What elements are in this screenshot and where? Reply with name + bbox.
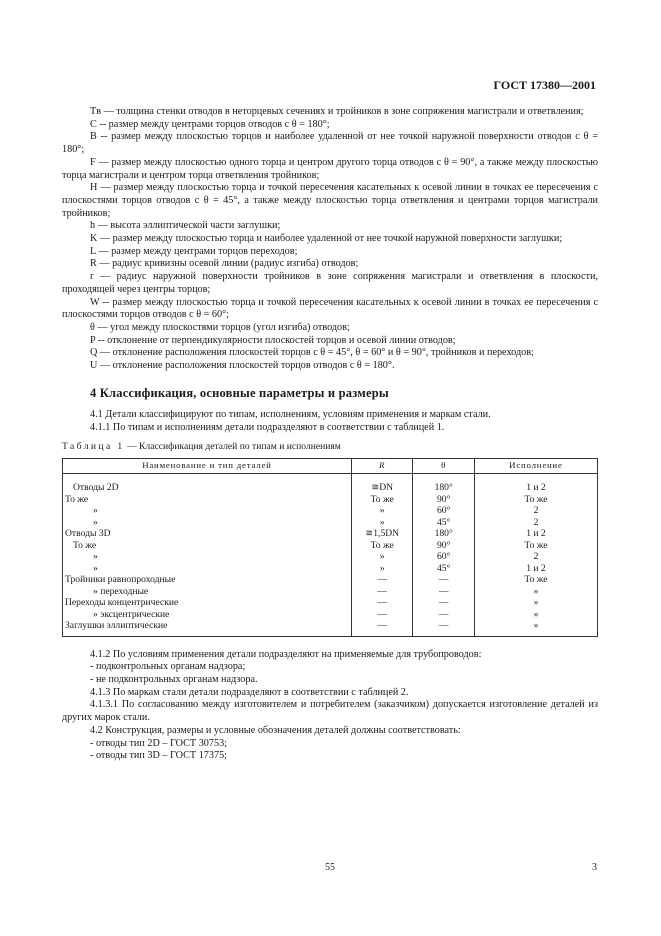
- table-cell: »: [93, 505, 98, 517]
- paragraph: 4.1.3.1 По согласованию между изготовителем и потребителем (заказчиком) допускается изготовление деталей из других марок стали.: [62, 699, 598, 724]
- page-content: [62, 106, 598, 763]
- table-row: [63, 574, 598, 586]
- list-item: - отводы тип 3D – ГОСТ 17375;: [90, 750, 227, 762]
- list-item: - отводы тип 2D – ГОСТ 30753;: [90, 737, 227, 749]
- table-cell: —: [413, 574, 475, 586]
- table-cell: »: [93, 551, 98, 563]
- table-body: [63, 474, 598, 637]
- table-row: [63, 620, 598, 636]
- table-row: [63, 474, 598, 494]
- list-item: - не подконтрольных органам надзора.: [90, 673, 258, 685]
- table-cell: »: [351, 551, 413, 563]
- definition-item: h — высота эллиптической части заглушки;: [90, 220, 281, 232]
- definition-item: r — радиус наружной поверхности тройников в зоне сопряжения магистрали и ответвления в плоскости, проходящей через центры торцов;: [62, 271, 598, 295]
- definition-item: P -- отклонение от перпендикулярности плоскостей торцов и осевой линии отводов;: [90, 334, 456, 346]
- table-caption-label: Таблица 1: [62, 440, 125, 452]
- table-caption: [62, 441, 598, 454]
- definition-item: Tв — толщина стенки отводов в неторцевых сечениях и тройников в зоне сопряжения магистрали и ответвления;: [90, 106, 584, 117]
- table-header: R: [351, 458, 413, 474]
- table-cell: »: [474, 620, 597, 636]
- table-cell: —: [351, 574, 413, 586]
- table-cell: 1 и 2: [474, 563, 597, 575]
- table-cell: То же: [351, 540, 413, 552]
- table-cell: Отводы 2D: [73, 482, 119, 494]
- table-header: Исполнение: [474, 458, 597, 474]
- table-cell: »: [351, 505, 413, 517]
- table-cell: То же: [474, 574, 597, 586]
- table-cell: 1 и 2: [474, 474, 597, 494]
- table-cell: »: [474, 597, 597, 609]
- paragraph: 4.1.2 По условиям применения детали подразделяют на применяемые для трубопроводов:: [90, 648, 482, 660]
- table-cell: Заглушки эллиптические: [65, 620, 168, 632]
- table-row: [63, 517, 598, 529]
- table-cell: 45°: [413, 563, 475, 575]
- table-cell: »: [351, 563, 413, 575]
- table-cell: 2: [474, 551, 597, 563]
- paragraph: 4.2 Конструкция, размеры и условные обозначения деталей должны соответствовать:: [90, 724, 461, 736]
- classification-table: [62, 458, 598, 637]
- definition-item: C -- размер между центрами торцов отводов с θ = 180°;: [90, 118, 330, 130]
- table-header: Наименование и тип деталей: [63, 458, 352, 474]
- table-cell: »: [93, 516, 98, 528]
- table-cell: То же: [474, 540, 597, 552]
- section-heading: 4 Классификация, основные параметры и размеры: [90, 385, 389, 400]
- paragraph: 4.1 Детали классифицируют по типам, исполнениям, условиям применения и маркам стали.: [90, 409, 491, 421]
- table-header-row: [63, 458, 598, 474]
- table-cell: » переходные: [93, 585, 149, 597]
- table-cell: »: [351, 517, 413, 529]
- table-cell: 90°: [413, 540, 475, 552]
- table-cell: ≅1,5DN: [351, 528, 413, 540]
- table-cell: Тройники равнопроходные: [65, 574, 176, 586]
- table-cell: 180°: [413, 474, 475, 494]
- page-number: 55: [325, 862, 335, 873]
- table-header: θ: [413, 458, 475, 474]
- table-cell: 1 и 2: [474, 528, 597, 540]
- table-row: [63, 563, 598, 575]
- table-cell: Отводы 3D: [65, 528, 111, 540]
- table-caption-text: — Классификация деталей по типам и исполнениям: [124, 440, 341, 452]
- table-cell: »: [93, 562, 98, 574]
- table-cell: То же: [474, 494, 597, 506]
- definition-item: K — размер между плоскостью торца и наиболее удаленной от нее точкой наружной поверхности заглушки;: [90, 233, 563, 245]
- definition-item: Q — отклонение расположения плоскостей торцов с θ = 45°, θ = 60° и θ = 90°, тройников и переходов;: [90, 347, 534, 359]
- table-cell: То же: [351, 494, 413, 506]
- table-cell: 60°: [413, 505, 475, 517]
- paragraph: 4.1.3 По маркам стали детали подразделяют в соответствии с таблицей 2.: [90, 686, 409, 698]
- table-cell: »: [474, 609, 597, 621]
- definition-item: F — размер между плоскостью одного торца и центром другого торца отводов с θ = 90°, а также между плоскостью торца магистрали и центром торца ответвления тройников;: [62, 156, 598, 181]
- table-row: [63, 609, 598, 621]
- table-cell: —: [413, 620, 475, 636]
- definition-item: R — радиус кривизны осевой линии (радиус изгиба) отводов;: [90, 258, 359, 270]
- table-cell: —: [413, 597, 475, 609]
- table-row: [63, 586, 598, 598]
- table-cell: 2: [474, 505, 597, 517]
- table-row: [63, 597, 598, 609]
- table-cell: То же: [73, 539, 97, 551]
- paragraph: 4.1.1 По типам и исполнениям детали подразделяют в соответствии с таблицей 1.: [90, 422, 445, 434]
- definition-item: L — размер между центрами торцов переходов;: [90, 245, 298, 257]
- table-cell: 2: [474, 517, 597, 529]
- definition-item: B -- размер между плоскостью торцов и наиболее удаленной от нее точкой наружной поверхности отводов с θ = 180°;: [62, 131, 598, 156]
- table-cell: 90°: [413, 494, 475, 506]
- table-cell: —: [351, 609, 413, 621]
- table-row: [63, 494, 598, 506]
- table-cell: —: [413, 609, 475, 621]
- document-header: ГОСТ 17380—2001: [493, 78, 596, 92]
- table-cell: 180°: [413, 528, 475, 540]
- table-cell: —: [413, 586, 475, 598]
- table-cell: » эксцентрические: [93, 608, 170, 620]
- table-cell: —: [351, 620, 413, 636]
- table-cell: Переходы концентрические: [65, 597, 179, 609]
- table-row: [63, 528, 598, 540]
- table-row: [63, 505, 598, 517]
- definition-item: W -- размер между плоскостью торца и точкой пересечения касательных к осевой линии в точках ее пересечения с плоскостями торцов отводов с θ = 60°;: [62, 296, 598, 321]
- definition-item: H — размер между плоскостью торца и точкой пересечения касательных к осевой линии в точках ее пересечения с плоскостями торцов отводов с θ = 45°, а также между плоскостью торца ответвления и центрами торцов магистрали тройников;: [62, 182, 598, 219]
- definitions-list: [62, 106, 598, 373]
- table-cell: —: [351, 586, 413, 598]
- table-row: [63, 551, 598, 563]
- table-cell: 60°: [413, 551, 475, 563]
- table-row: [63, 540, 598, 552]
- definition-item: U — отклонение расположения плоскостей торцов отводов с θ = 180°.: [90, 360, 395, 372]
- sheet-number: 3: [592, 862, 597, 873]
- table-cell: ≅DN: [351, 474, 413, 494]
- table-cell: »: [474, 586, 597, 598]
- definition-item: θ — угол между плоскостями торцов (угол изгиба) отводов;: [90, 321, 350, 333]
- list-item: - подконтрольных органам надзора;: [90, 661, 246, 673]
- table-cell: —: [351, 597, 413, 609]
- table-cell: 45°: [413, 517, 475, 529]
- table-cell: То же: [65, 493, 89, 505]
